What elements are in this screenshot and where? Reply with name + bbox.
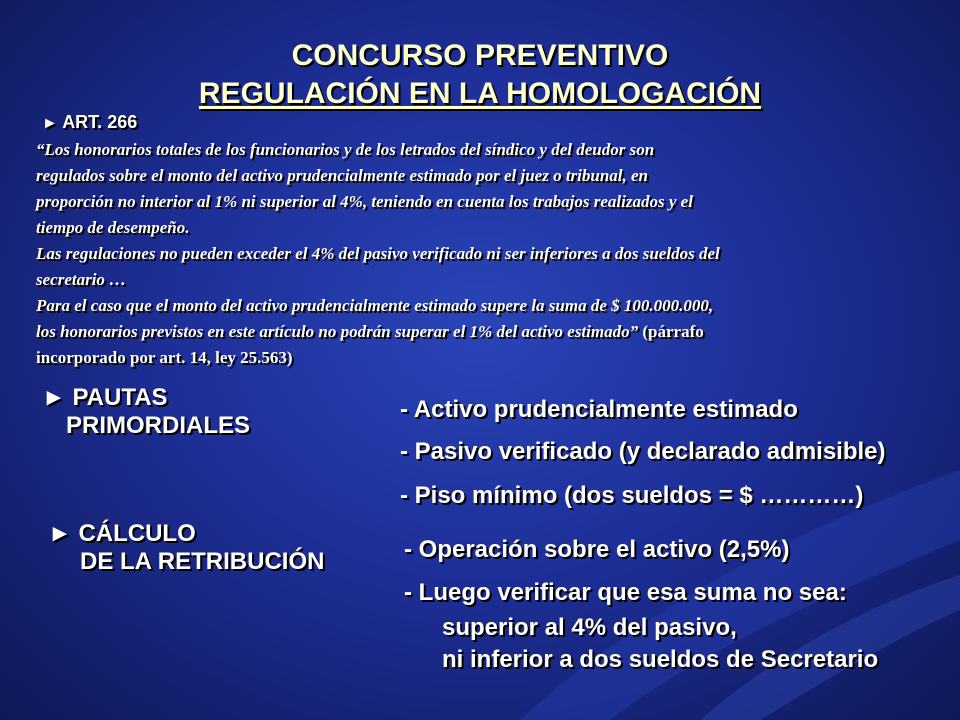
calculo-heading-line1: CÁLCULO — [78, 520, 196, 547]
slide-title-line2: REGULACIÓN EN LA HOMOLOGACIÓN — [198, 77, 762, 110]
triangle-bullet-icon: ► — [48, 520, 72, 547]
pautas-heading — [42, 384, 250, 440]
article-quote — [36, 137, 936, 371]
slide-title-line1: CONCURSO PREVENTIVO — [291, 39, 669, 72]
quote-italic-text: “Los honorarios totales de los funcionarios y de los letrados del síndico y del deudor son regulados sobre el monto del activo prudencialmente estimado por el juez o tribunal, en proporción no interior al 1% ni superior al 4%, teniendo en cuenta los trabajos realizados y el tiempo de desempeño. Las regulaciones no pueden exceder el 4% del pasivo verificado ni ser inferiores a dos sueldos del secretario … Para el caso que el monto del activo prudencialmente estimado supere la suma de $ 100.000.000, los honorarios previstos en este artículo no podrán superar el 1% del activo estimado” — [36, 140, 720, 341]
calculo-item: - Luego verificar que esa suma no sea: — [404, 579, 847, 606]
quote-plain-text: (párrafo incorporado por art. 14, ley 25.563) — [36, 322, 704, 367]
article-heading — [42, 112, 137, 133]
pautas-item: - Piso mínimo (dos sueldos = $ …………) — [400, 482, 864, 509]
calculo-item: - Operación sobre el activo (2,5%) — [404, 536, 790, 563]
calculo-subitem: superior al 4% del pasivo, — [442, 614, 737, 641]
pautas-item: - Activo prudencialmente estimado — [400, 396, 798, 423]
pautas-item: - Pasivo verificado (y declarado admisible) — [400, 438, 886, 465]
triangle-bullet-icon: ► — [42, 115, 58, 132]
pautas-heading-line1: PAUTAS — [72, 384, 168, 411]
triangle-bullet-icon: ► — [42, 384, 66, 411]
article-label: ART. 266 — [62, 112, 138, 132]
calculo-heading-line2: DE LA RETRIBUCIÓN — [80, 548, 325, 575]
calculo-heading — [48, 520, 324, 576]
pautas-heading-line2: PRIMORDIALES — [66, 412, 251, 439]
calculo-subitem: ni inferior a dos sueldos de Secretario — [442, 646, 879, 673]
